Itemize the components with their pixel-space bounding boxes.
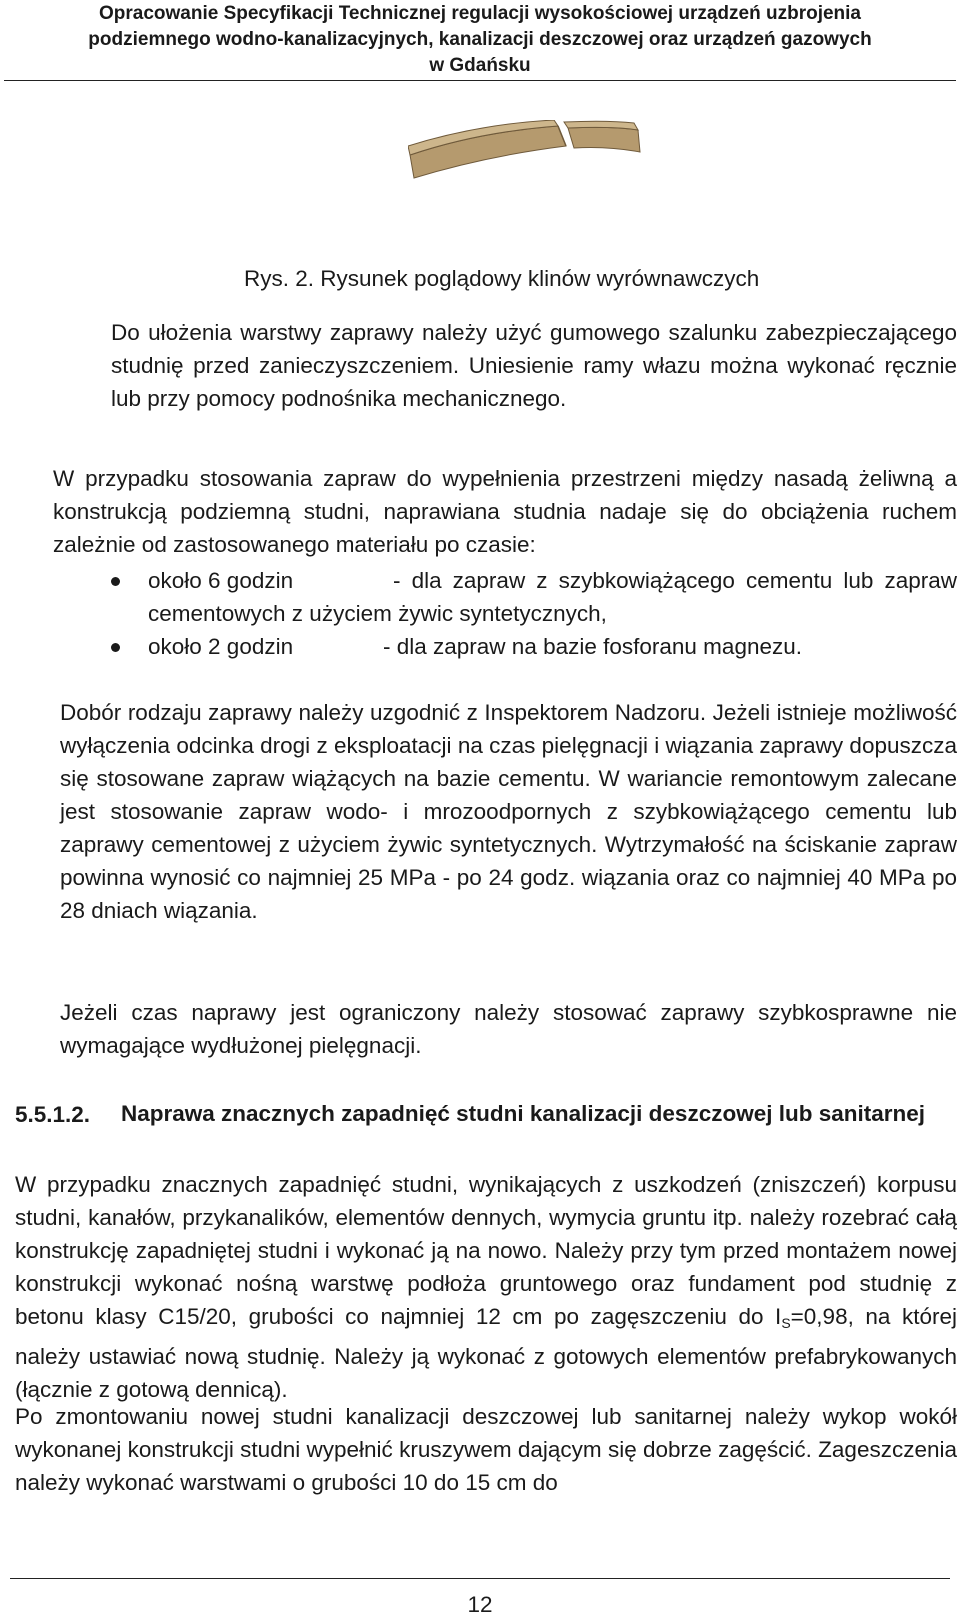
header-rule (4, 80, 956, 81)
paragraph-fast-mortar: Jeżeli czas naprawy jest ograniczony należy stosować zaprawy szybkosprawne nie wymagające wydłużonej pielęgnacji. (60, 1000, 957, 1058)
section-title: Naprawa znacznych zapadnięć studni kanalizacji deszczowej lub sanitarnej (121, 1101, 926, 1126)
document-header (0, 0, 960, 79)
paragraph-text: W przypadku znacznych zapadnięć studni, wynikających z uszkodzeń (zniszczeń) korpusu studni, kanałów, przykanalików, elementów dennych, wymycia gruntu itp. należy rozebrać całą konstrukcję zapadniętej studni i wykonać ją na nowo. Należy przy tym przed montażem nowej konstrukcji wykonać nośną warstwę podłoża gruntowego oraz fundament pod studnię z betonu klasy C15/20, grubości co najmniej 12 cm po zagęszczeniu do I (15, 1172, 957, 1329)
subscript: S (781, 1315, 791, 1331)
paragraph-rubber-formwork: Do ułożenia warstwy zaprawy należy użyć gumowego szalunku zabezpieczającego studnię przed zanieczyszczeniem. Uniesienie ramy włazu można wykonać ręcznie lub przy pomocy podnośnika mechanicznego. (111, 320, 957, 411)
paragraph-backfill: Po zmontowaniu nowej studni kanalizacji deszczowej lub sanitarnej należy wykop wokół wykonanej konstrukcji studni wypełnić kruszywem dającym się dobrze zagęścić. Zageszczenia należy wykonać warstwami o grubości 10 do 15 cm do (15, 1404, 957, 1495)
section-number: 5.5.1.2. (15, 1102, 91, 1127)
figure-caption: Rys. 2. Rysunek poglądowy klinów wyrównawczych (244, 266, 760, 291)
paragraph-mortar-load-time: W przypadku stosowania zapraw do wypełnienia przestrzeni między nasadą żeliwną a konstrukcją podziemną studni, naprawiana studnia nadaje się do obciążenia ruchem zależnie od zastosowanego materiału po czasie: (53, 466, 957, 557)
paragraph-mortar-selection: Dobór rodzaju zaprawy należy uzgodnić z Inspektorem Nadzoru. Jeżeli istnieje możliwość wyłączenia odcinka drogi z eksploatacji na czas pielęgnacji i wiązania zaprawy dopuszcza się stosowane zapraw wiążących na bazie cementu. W wariancie remontowym zalecane jest stosowanie zapraw wodo- i mrozoodpornych z szybkowiążącego cementu lub zaprawy cementowej z użyciem żywic syntetycznych. Wytrzymałość na ściskanie zapraw powinna wynosić co najmniej 25 MPa - po 24 godz. wiązania oraz co najmniej 40 MPa po 28 dniach wiązania. (60, 700, 957, 923)
bullet-term: około 2 godzin (148, 634, 294, 659)
bullet-text: - dla zapraw z szybkowiążącego cementu lub zapraw cementowych z użyciem żywic syntetycznych, (148, 568, 957, 626)
paragraph-major-subsidence (15, 1168, 957, 1406)
leveling-wedge-image (408, 120, 648, 200)
header-line-1: Opracowanie Specyfikacji Technicznej regulacji wysokościowej urządzeń uzbrojenia (98, 3, 861, 24)
bullet-dot-icon (111, 577, 120, 586)
bullet-dot-icon (111, 643, 120, 652)
footer-rule (10, 1578, 950, 1579)
leveling-wedge-figure (408, 120, 648, 200)
bullet-term: około 6 godzin (148, 568, 294, 593)
header-line-2: podziemnego wodno-kanalizacyjnych, kanalizacji deszczowej oraz urządzeń gazowych (88, 29, 872, 50)
page-number: 12 (467, 1592, 493, 1617)
paragraph-text: =0,98, na której należy ustawiać nową studnię. Należy ją wykonać z gotowych elementów prefabrykowanych (łącznie z gotową dennicą). (15, 1304, 958, 1402)
bullet-text: - dla zapraw na bazie fosforanu magnezu. (383, 634, 802, 659)
header-line-3: w Gdańsku (429, 55, 531, 76)
